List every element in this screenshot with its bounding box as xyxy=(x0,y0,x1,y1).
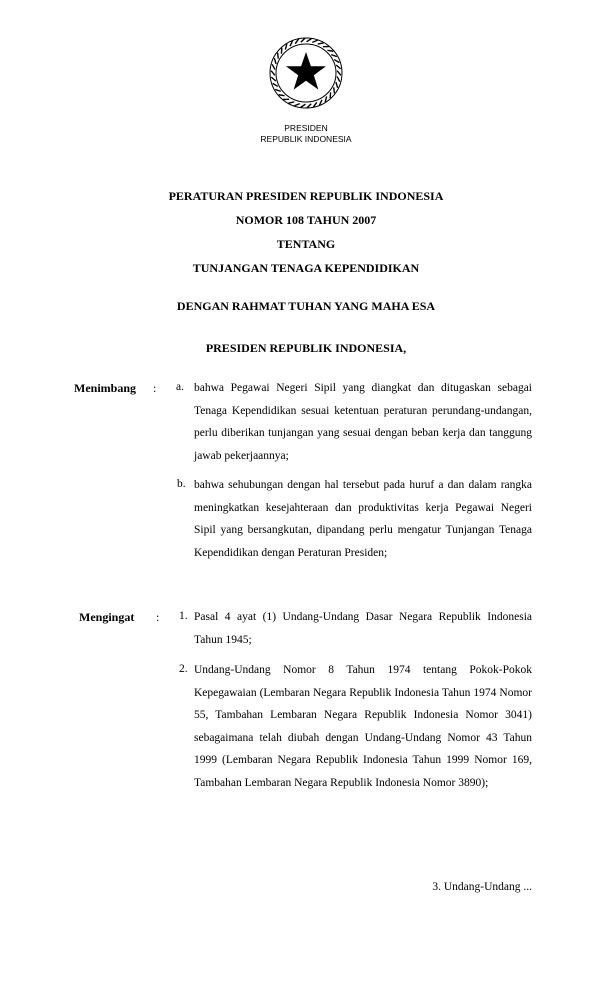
wreath-leaf xyxy=(334,87,335,93)
wreath-leaf xyxy=(272,64,275,69)
mengingat-item-text: Undang-Undang Nomor 8 Tahun 1974 tentang Pokok-Pokok Kepegawaian (Lembaran Negara Republik Indonesia Tahun 1974 Nomor 55, Tambahan Lembaran Negara Republik Indonesia Nomor 3041) sebagaimana telah diubah dengan Undang-Undang Nomor 43 Tahun 1999 (Lembaran Negara Republik Indonesia Tahun 1999 Nomor 169, Tambahan Lembaran Negara Republik Indonesia Nomor 3890); xyxy=(194,664,532,789)
page-continuation: 3. Undang-Undang ... xyxy=(432,881,532,893)
wreath-leaf xyxy=(279,95,285,96)
menimbang-colon: : xyxy=(153,381,157,395)
mengingat-item-text: Pasal 4 ayat (1) Undang-Undang Dasar Negara Republik Indonesia Tahun 1945; xyxy=(194,611,532,646)
emblem-caption-line2: REPUBLIK INDONESIA xyxy=(260,134,352,144)
wreath-leaf xyxy=(336,82,338,88)
wreath-leaf xyxy=(271,71,275,76)
regulation-subject: TUNJANGAN TENAGA KEPENDIDIKAN xyxy=(192,261,420,275)
wreath-leaf xyxy=(312,40,318,42)
garuda-star-wreath-emblem-icon xyxy=(266,34,346,112)
menimbang-item-marker: a. xyxy=(176,381,184,393)
menimbang-label: Menimbang xyxy=(74,381,137,395)
president-heading: PRESIDEN REPUBLIK INDONESIA, xyxy=(205,341,407,355)
invocation: DENGAN RAHMAT TUHAN YANG MAHA ESA xyxy=(176,299,436,313)
regulation-about: TENTANG xyxy=(276,237,336,251)
emblem-caption-line1: PRESIDEN xyxy=(284,123,328,133)
regulation-number: NOMOR 108 TAHUN 2007 xyxy=(235,213,377,227)
wreath-leaf xyxy=(288,102,294,103)
wreath-leaf xyxy=(273,83,278,86)
wreath-leaf xyxy=(294,104,300,106)
mengingat-item-marker: 2. xyxy=(179,663,188,675)
wreath-leaf xyxy=(300,104,305,107)
wreath-leaf xyxy=(331,55,337,57)
wreath-leaf xyxy=(318,43,324,44)
wreath-leaf xyxy=(274,58,276,64)
wreath-leaf xyxy=(307,39,312,42)
mengingat-label: Mengingat xyxy=(79,610,135,624)
mengingat-colon: : xyxy=(156,610,160,624)
menimbang-item-text: bahwa sehubungan dengan hal tersebut pada huruf a dan dalam rangka meningkatkan kesejahteraan dan produktivitas kerja Pegawai Negeri Sipil yang bersangkutan, dipandang perlu mengatur Tunjangan Tenaga Kependidikan dengan Peraturan Presiden; xyxy=(194,479,532,559)
wreath-leaf xyxy=(334,60,339,63)
wreath-leaf xyxy=(275,89,281,91)
wreath-leaf xyxy=(336,65,341,69)
wreath-leaf xyxy=(337,76,340,81)
wreath-leaf xyxy=(271,77,276,81)
mengingat-item-marker: 1. xyxy=(179,610,188,622)
menimbang-item-marker: b. xyxy=(177,478,186,490)
menimbang-item-text: bahwa Pegawai Negeri Sipil yang diangkat dan ditugaskan sebagai Tenaga Kependidikan sesuai ketentuan peraturan perundang-undangan, perlu diberikan tunjangan yang sesuai dengan beban kerja dan tanggung jawab pekerjaannya; xyxy=(194,382,532,462)
wreath-leaf xyxy=(278,53,279,59)
wreath-leaf xyxy=(337,71,341,76)
regulation-title: PERATURAN PRESIDEN REPUBLIK INDONESIA xyxy=(168,189,444,203)
wreath-leaf xyxy=(327,50,333,51)
